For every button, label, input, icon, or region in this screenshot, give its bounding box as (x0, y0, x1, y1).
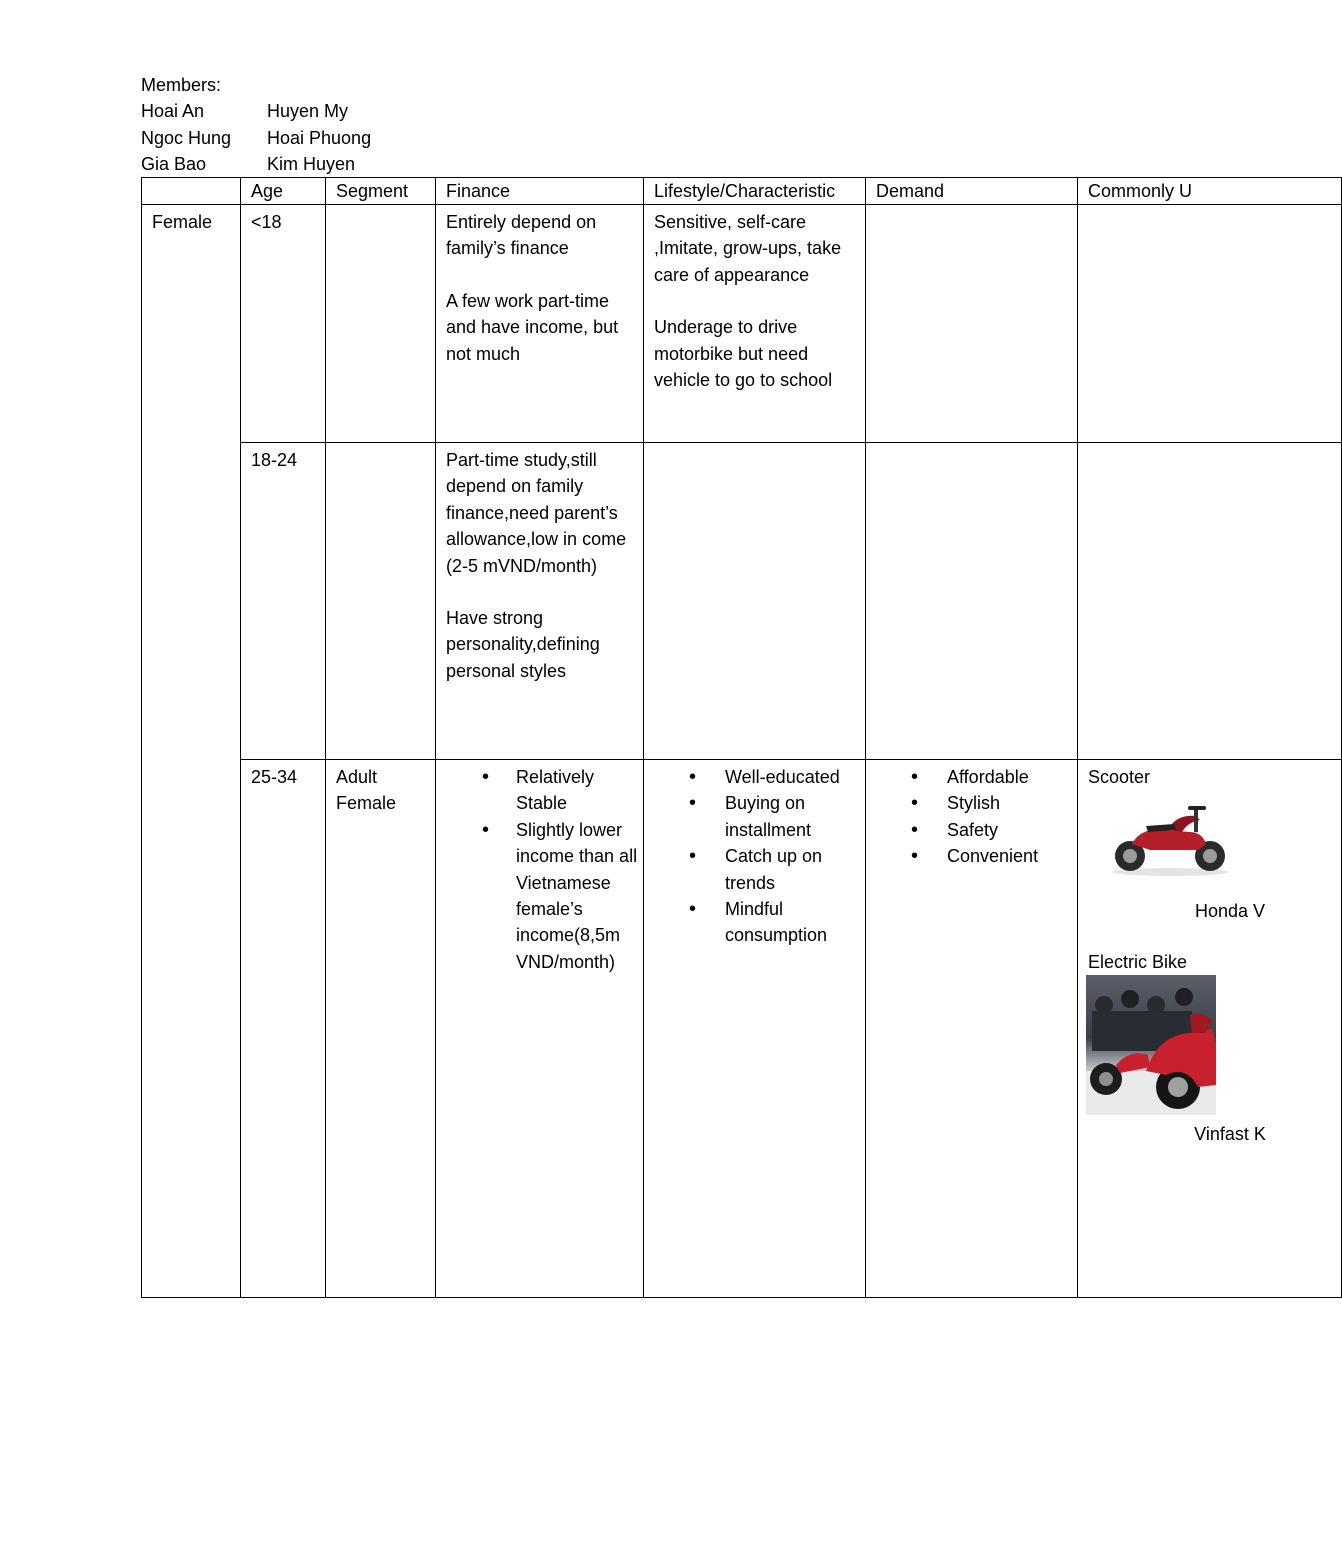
header-cell-empty (142, 178, 241, 205)
demand-cell (866, 205, 1078, 443)
finance-cell (436, 205, 644, 443)
member-name: Huyen My (267, 101, 349, 122)
segment-cell (326, 443, 436, 760)
members-row (141, 98, 349, 124)
scooter-image (1110, 798, 1230, 878)
lifestyle-text: Underage to drive motorbike but need vehicle to go to school (654, 317, 833, 391)
age-cell: 25-34 (241, 760, 326, 1298)
list-item: • Slightly lower income than all Vietnamese female’s income(8,5m VND/month) (446, 817, 639, 975)
table-row (142, 205, 1342, 443)
list-item: • Affordable (876, 764, 1068, 790)
finance-text: Have strong personality,defining personal styles (446, 608, 600, 681)
finance-text: A few work part-time and have income, but not much (446, 290, 619, 364)
list-item: • Convenient (876, 843, 1068, 869)
commonly-used-cell (1078, 760, 1342, 1298)
table-row (142, 760, 1342, 1298)
commonly-used-cell (1078, 443, 1342, 760)
segment-cell: Adult Female (326, 760, 436, 1298)
lifestyle-text: Sensitive, self-care ,Imitate, grow-ups, take care of appearance (654, 212, 842, 285)
members-heading: Members: (141, 75, 222, 95)
header-finance: Finance (436, 178, 644, 205)
table-header-row (142, 178, 1342, 205)
electric-bike-label: Electric Bike (1088, 951, 1188, 972)
age-cell: <18 (241, 205, 326, 443)
finance-cell (436, 443, 644, 760)
segment-cell (326, 205, 436, 443)
member-name: Kim Huyen (267, 153, 356, 174)
lifestyle-cell (644, 443, 866, 760)
finance-text: Part-time study,still depend on family finance,need parent’s allowance,low in come (2-5 mVND/month) (446, 450, 627, 576)
header-commonly-used: Commonly U (1078, 178, 1342, 205)
member-name: Gia Bao (141, 153, 207, 174)
table-row (142, 443, 1342, 760)
header-demand: Demand (866, 178, 1078, 205)
demand-bullets (876, 764, 1068, 870)
age-cell: 18-24 (241, 443, 326, 760)
header-lifestyle: Lifestyle/Characteristic (644, 178, 866, 205)
demand-cell (866, 443, 1078, 760)
electric-bike-icon (1086, 975, 1216, 1115)
lifestyle-cell (644, 205, 866, 443)
lifestyle-bullets (654, 764, 856, 949)
segmentation-table-wrap (141, 177, 1266, 1298)
header-age: Age (241, 178, 326, 205)
finance-text: Entirely depend on family’s finance (446, 212, 597, 259)
demand-cell (866, 760, 1078, 1298)
member-name: Ngoc Hung (141, 127, 232, 148)
scooter-caption: Honda V (1194, 901, 1266, 922)
members-row (141, 151, 356, 177)
members-block (141, 72, 372, 177)
electric-bike-caption: Vinfast K (1194, 1124, 1266, 1145)
electric-bike-image (1086, 975, 1216, 1115)
lifestyle-cell (644, 760, 866, 1298)
header-segment: Segment (326, 178, 436, 205)
scooter-icon (1110, 798, 1230, 878)
list-item: • Stylish (876, 790, 1068, 816)
member-name: Hoai An (141, 101, 205, 122)
gender-cell: Female (142, 205, 241, 1298)
list-item: • Safety (876, 817, 1068, 843)
list-item: • Buying on installment (654, 790, 856, 843)
member-name: Hoai Phuong (267, 127, 372, 148)
list-item: • Well-educated (654, 764, 856, 790)
scooter-label: Scooter (1088, 767, 1151, 787)
finance-bullets (446, 764, 639, 975)
commonly-used-cell (1078, 205, 1342, 443)
list-item: • Mindful consumption (654, 896, 856, 949)
list-item: • Catch up on trends (654, 843, 856, 896)
segmentation-table (141, 177, 1342, 1298)
members-row (141, 125, 372, 151)
finance-cell (436, 760, 644, 1298)
list-item: • Relatively Stable (446, 764, 639, 817)
